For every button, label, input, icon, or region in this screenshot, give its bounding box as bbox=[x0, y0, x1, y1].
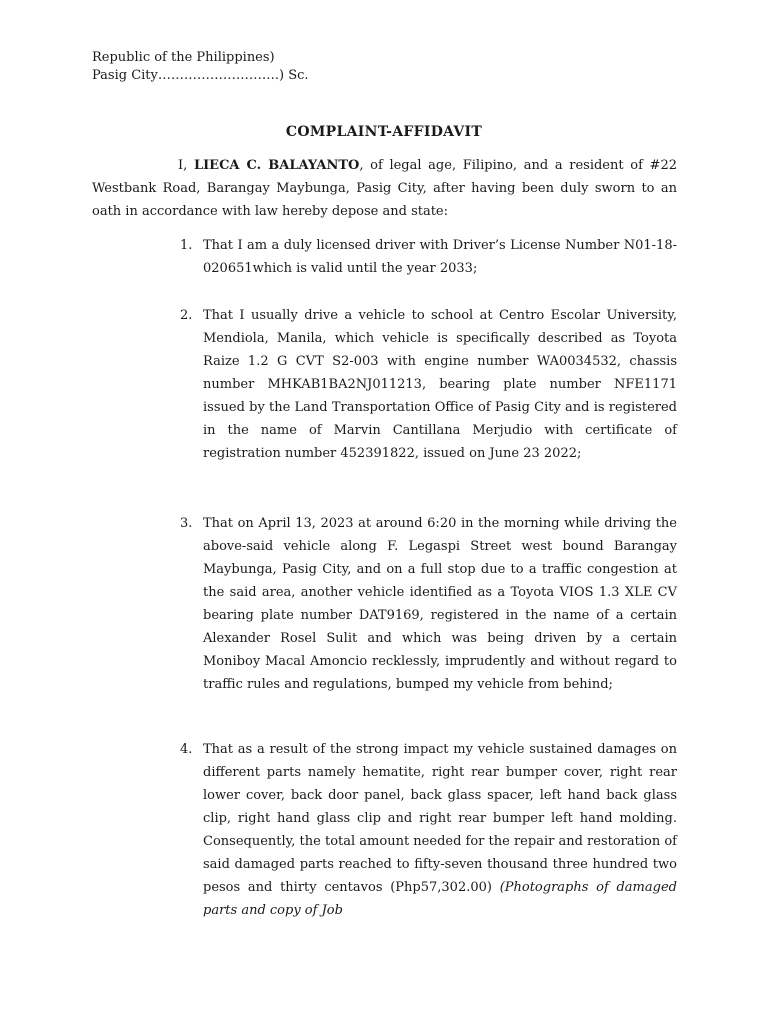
statement-text bbox=[203, 738, 677, 922]
intro-paragraph bbox=[92, 154, 677, 223]
statement-item-1 bbox=[180, 234, 677, 280]
statement-number: 1. bbox=[180, 238, 193, 253]
document-title: COMPLAINT-AFFIDAVIT bbox=[285, 124, 483, 140]
statement-item-3 bbox=[180, 512, 677, 696]
venue-line-city: Pasig City……………………….) Sc. bbox=[92, 68, 309, 83]
statement-number: 2. bbox=[180, 308, 193, 323]
intro-prefix: I, bbox=[178, 158, 194, 173]
affiant-name: LIECA C. BALAYANTO bbox=[193, 158, 360, 173]
statement-number: 3. bbox=[180, 516, 193, 531]
intro-rest: , of legal age, Filipino, and a resident of #22 Westbank Road, Barangay Maybunga, Pasig City, after having been duly sworn to an oath in accordance with law hereby depose and state: bbox=[92, 158, 677, 219]
statement-text: That on April 13, 2023 at around 6:20 in the morning while driving the above-said vehicle along F. Legaspi Street west bound Barangay Maybunga, Pasig City, and on a full stop due to a traffic congestion at the said area, another vehicle identified as a Toyota VIOS 1.3 XLE CV bearing plate number DAT9169, registered in the name of a certain Alexander Rosel Sulit and which was being driven by a certain Moniboy Macal Amoncio recklessly, imprudently and without regard to traffic rules and regulations, bumped my vehicle from behind; bbox=[203, 516, 677, 692]
statement-text-italic: (Photographs of damaged parts and copy of Job bbox=[203, 880, 677, 918]
statement-item-4 bbox=[180, 738, 677, 922]
venue-line-republic: Republic of the Philippines) bbox=[92, 50, 275, 65]
statement-text: That I usually drive a vehicle to school at Centro Escolar University, Mendiola, Manila, which vehicle is specifically described as Toyota Raize 1.2 G CVT S2-003 with engine number WA0034532, chassis number MHKAB1BA2NJ011213, bearing plate number NFE1171 issued by the Land Transportation Office of Pasig City and is registered in the name of Marvin Cantillana Merjudio with certificate of registration number 452391822, issued on June 23 2022; bbox=[203, 308, 677, 461]
statement-item-2 bbox=[180, 304, 677, 465]
statement-text: That I am a duly licensed driver with Driver’s License Number N01-18-020651which is valid until the year 2033; bbox=[203, 238, 677, 276]
statement-number: 4. bbox=[180, 742, 193, 757]
venue-block bbox=[92, 49, 309, 85]
statement-text-main: That as a result of the strong impact my vehicle sustained damages on different parts namely hematite, right rear bumper cover, right rear lower cover, back door panel, back glass spacer, left hand back glass clip, right hand glass clip and right rear bumper left hand molding. Consequently, the total amount needed for the repair and restoration of said damaged parts reached to fifty-seven thousand three hundred two pesos and thirty centavos (Php57,302.00) bbox=[203, 742, 677, 895]
